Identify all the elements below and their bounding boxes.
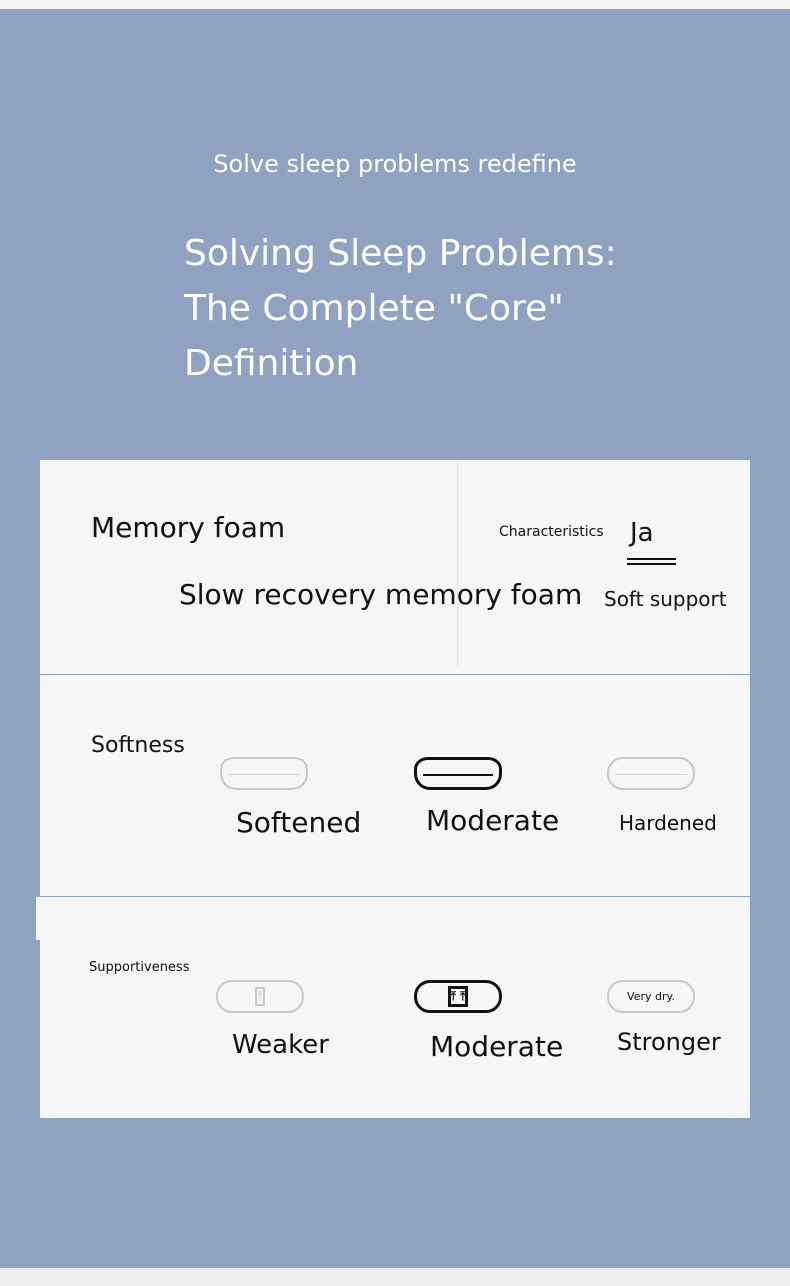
panel-divider [457,460,458,669]
title-line-1: Solving Sleep Problems: [184,233,617,274]
panel-tab [36,897,42,940]
support-strong-icon [607,980,695,1013]
top-strip [0,0,790,9]
memory-foam-panel [40,460,750,674]
very-dry-badge: Very dry. [627,990,675,1003]
page-subtitle: Solve sleep problems redefine [213,150,577,178]
support-moderate-icon [414,980,502,1013]
softness-option-softened: Softened [236,806,362,839]
memory-foam-description: Slow recovery memory foam [179,578,583,611]
softness-label: Softness [91,733,185,758]
support-option-weaker: Weaker [232,1030,329,1060]
double-up-arrow-icon: ⤒ ⤒ [448,986,469,1007]
supportiveness-label: Supportiveness [89,960,190,975]
double-line-icon [627,558,676,567]
memory-foam-label: Memory foam [91,511,286,544]
pillow-hard-icon [607,757,695,790]
title-line-2: The Complete "Core" [184,288,564,329]
pillow-moderate-icon [414,757,502,790]
characteristics-value: Soft support [604,587,727,611]
support-option-moderate: Moderate [430,1030,564,1063]
support-option-stronger: Stronger [617,1028,721,1056]
softness-option-moderate: Moderate [426,804,560,837]
characteristics-symbol: Ja [630,518,654,548]
pillow-soft-icon [220,757,308,790]
title-line-3: Definition [184,343,359,384]
support-weak-icon [216,980,304,1013]
softness-option-hardened: Hardened [619,811,717,835]
page-title [184,226,704,391]
characteristics-label: Characteristics [499,524,604,540]
up-arrow-icon: ⤒ [255,987,264,1006]
